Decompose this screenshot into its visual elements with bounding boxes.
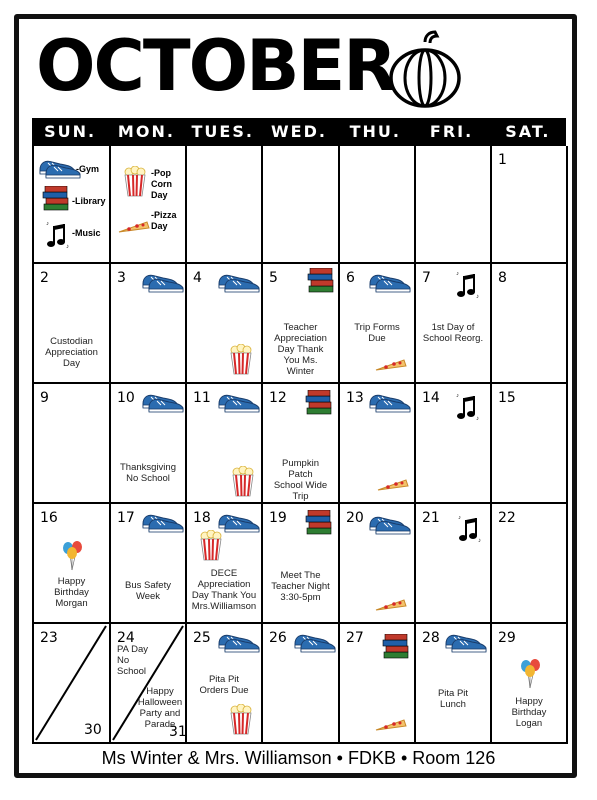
event-text: Pumpkin Patch School Wide Trip	[273, 458, 328, 502]
day-cell-3[interactable]	[111, 264, 187, 384]
day-cell-7[interactable]	[416, 264, 492, 384]
gym-shoes-icon	[444, 630, 488, 654]
day-number: 3	[117, 270, 126, 286]
day-number: 17	[117, 510, 135, 526]
gym-shoes-icon	[141, 510, 185, 534]
books-icon	[42, 186, 70, 212]
day-number: 5	[269, 270, 278, 286]
day-cell-legend-mon	[111, 146, 187, 264]
day-cell-empty	[416, 146, 492, 264]
popcorn-icon	[229, 344, 253, 376]
day-cell-8[interactable]	[492, 264, 568, 384]
day-cell-15[interactable]	[492, 384, 568, 504]
event-text: Meet The Teacher Night 3:30-5pm	[271, 570, 330, 603]
day-number: 28	[422, 630, 440, 646]
event-text: Trip Forms Due	[354, 322, 400, 344]
music-note-icon	[458, 516, 484, 544]
event-text: Happy Halloween Party and Parade	[137, 686, 183, 730]
legend-pizza-label: -Pizza Day	[151, 210, 177, 231]
day-number: 19	[269, 510, 287, 526]
weekday-sun: SUN.	[44, 122, 97, 141]
day-number: 25	[193, 630, 211, 646]
weekday-thu: THU.	[349, 122, 401, 141]
day-cell-20[interactable]	[340, 504, 416, 624]
day-number: 31	[169, 724, 187, 740]
event-text: PA Day No School	[117, 644, 148, 677]
pizza-icon	[374, 598, 408, 614]
legend-library-label: -Library	[72, 196, 106, 206]
day-cell-26[interactable]	[263, 624, 340, 744]
day-cell-9[interactable]	[34, 384, 111, 504]
day-number: 9	[40, 390, 49, 406]
books-icon	[307, 268, 335, 294]
music-note-icon	[456, 272, 482, 300]
balloons-icon	[518, 658, 544, 690]
day-number: 22	[498, 510, 516, 526]
music-note-icon	[456, 394, 482, 422]
day-number: 24	[117, 630, 135, 646]
day-cell-2[interactable]	[34, 264, 111, 384]
gym-shoes-icon	[141, 390, 185, 414]
weekday-mon: MON.	[117, 122, 175, 141]
day-cell-19[interactable]	[263, 504, 340, 624]
gym-shoes-icon	[368, 390, 412, 414]
day-number: 6	[346, 270, 355, 286]
day-cell-12[interactable]	[263, 384, 340, 504]
event-text: Custodian Appreciation Day	[45, 336, 98, 369]
balloons-icon	[60, 540, 86, 572]
weekday-tue: TUES.	[191, 122, 254, 141]
day-number: 29	[498, 630, 516, 646]
day-cell-14[interactable]	[416, 384, 492, 504]
event-text: Thanksgiving No School	[120, 462, 176, 484]
day-number: 15	[498, 390, 516, 406]
day-number: 14	[422, 390, 440, 406]
books-icon	[305, 510, 333, 536]
day-cell-4[interactable]	[187, 264, 263, 384]
gym-shoes-icon	[293, 630, 337, 654]
day-cell-24-31[interactable]	[111, 624, 187, 744]
day-cell-empty	[187, 146, 263, 264]
pizza-icon	[376, 478, 410, 494]
day-number: 8	[498, 270, 507, 286]
popcorn-icon	[229, 704, 253, 736]
day-cell-16[interactable]	[34, 504, 111, 624]
pizza-icon	[374, 358, 408, 374]
popcorn-icon	[123, 166, 147, 198]
day-cell-21[interactable]	[416, 504, 492, 624]
day-number: 1	[498, 152, 507, 168]
day-number: 7	[422, 270, 431, 286]
day-number: 4	[193, 270, 202, 286]
day-cell-6[interactable]	[340, 264, 416, 384]
calendar-grid	[32, 146, 566, 744]
day-number: 30	[84, 722, 102, 738]
day-number: 18	[193, 510, 211, 526]
day-cell-10[interactable]	[111, 384, 187, 504]
event-text: Happy Birthday Morgan	[54, 576, 89, 609]
day-cell-27[interactable]	[340, 624, 416, 744]
day-number: 12	[269, 390, 287, 406]
pumpkin-icon	[385, 30, 465, 110]
weekday-sat: SAT.	[505, 122, 551, 141]
legend-music-label: -Music	[72, 228, 101, 238]
day-cell-empty	[340, 146, 416, 264]
event-text: 1st Day of School Reorg.	[422, 322, 484, 344]
gym-shoes-icon	[368, 270, 412, 294]
day-number: 11	[193, 390, 211, 406]
day-cell-23-30[interactable]	[34, 624, 111, 744]
event-text: Bus Safety Week	[125, 580, 171, 602]
day-cell-11[interactable]	[187, 384, 263, 504]
weekday-fri: FRI.	[429, 122, 474, 141]
event-text: Pita Pit Orders Due	[199, 674, 249, 696]
day-cell-18[interactable]	[187, 504, 263, 624]
day-cell-1[interactable]	[492, 146, 568, 264]
event-text: DECE Appreciation Day Thank You Mrs.Williamson	[191, 568, 257, 612]
event-text: Pita Pit Lunch	[437, 688, 469, 710]
popcorn-icon	[199, 530, 223, 562]
day-cell-legend-sun	[34, 146, 111, 264]
day-cell-29[interactable]	[492, 624, 568, 744]
day-number: 27	[346, 630, 364, 646]
event-text: Happy Birthday Logan	[511, 696, 547, 729]
day-cell-22[interactable]	[492, 504, 568, 624]
day-number: 13	[346, 390, 364, 406]
music-note-icon	[46, 222, 72, 250]
day-number: 26	[269, 630, 287, 646]
popcorn-icon	[231, 466, 255, 498]
day-number: 23	[40, 630, 58, 646]
gym-shoes-icon	[368, 512, 412, 536]
day-number: 16	[40, 510, 58, 526]
day-cell-25[interactable]	[187, 624, 263, 744]
legend-popcorn-label: -Pop Corn Day	[151, 168, 172, 200]
day-cell-28[interactable]	[416, 624, 492, 744]
weekday-wed: WED.	[271, 122, 327, 141]
gym-shoes-icon	[217, 510, 261, 534]
legend-gym-label: -Gym	[76, 164, 100, 174]
day-cell-13[interactable]	[340, 384, 416, 504]
day-number: 21	[422, 510, 440, 526]
day-cell-17[interactable]	[111, 504, 187, 624]
books-icon	[305, 390, 333, 416]
gym-shoes-icon	[217, 630, 261, 654]
books-icon	[382, 634, 410, 660]
weekday-header	[32, 118, 566, 146]
day-number: 10	[117, 390, 135, 406]
day-cell-5[interactable]	[263, 264, 340, 384]
event-text: Teacher Appreciation Day Thank You Ms. Winter	[274, 322, 327, 377]
pizza-icon	[374, 718, 408, 734]
month-title: OCTOBER	[36, 25, 396, 107]
gym-shoes-icon	[141, 270, 185, 294]
footer-text: Ms Winter & Mrs. Williamson • FDKB • Room 126	[101, 748, 496, 768]
gym-shoes-icon	[217, 270, 261, 294]
day-number: 2	[40, 270, 49, 286]
day-number: 20	[346, 510, 364, 526]
gym-shoes-icon	[217, 390, 261, 414]
day-cell-empty	[263, 146, 340, 264]
pizza-icon	[117, 220, 151, 236]
